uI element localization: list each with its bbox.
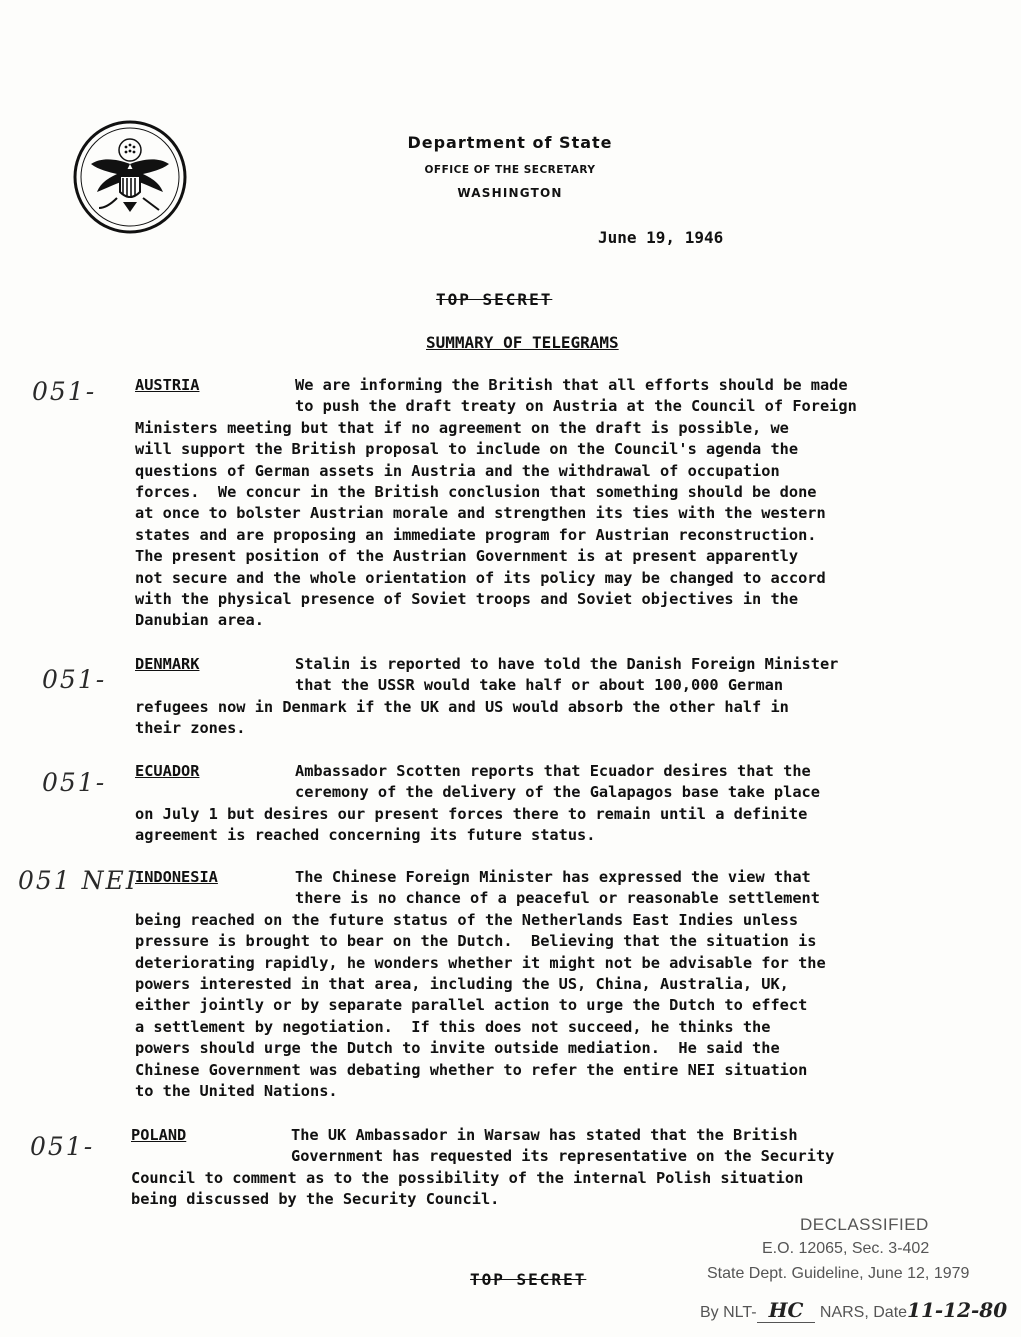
stamp-signature-line <box>700 1298 1007 1322</box>
entry-line: being discussed by the Security Council. <box>131 1190 500 1209</box>
document-title: SUMMARY OF TELEGRAMS <box>426 333 619 352</box>
entry-text: Stalin is reported to have told the Danish Foreign Minister <box>295 655 839 673</box>
telegram-entry <box>135 375 957 632</box>
entry-line: with the physical presence of Soviet troops and Soviet objectives in the <box>135 589 799 608</box>
entry-line: their zones. <box>135 719 246 738</box>
stamp-authority: E.O. 12065, Sec. 3-402 <box>762 1240 930 1257</box>
margin-note: 051 NEI <box>18 866 138 895</box>
entry-line: Council to comment as to the possibility of the internal Polish situation <box>131 1168 804 1187</box>
entry-line: being reached on the future status of the Netherlands East Indies unless <box>135 910 799 929</box>
entry-line: there is no chance of a peaceful or reasonable settlement <box>295 889 820 908</box>
city-name: WASHINGTON <box>457 186 563 200</box>
entry-line: at once to bolster Austrian morale and strengthen its ties with the western <box>135 504 826 523</box>
entry-line: Danubian area. <box>135 611 264 630</box>
entry-line: that the USSR would take half or about 100,000 German <box>295 676 784 695</box>
department-seal <box>73 120 187 234</box>
office-name: OFFICE OF THE SECRETARY <box>424 164 596 176</box>
telegram-entry <box>135 654 957 740</box>
entry-line: on July 1 but desires our present forces there to remain until a definite <box>135 804 808 823</box>
entry-line: Ministers meeting but that if no agreement on the draft is possible, we <box>135 418 789 437</box>
entry-line: states and are proposing an immediate program for Austrian reconstruction. <box>135 525 817 544</box>
margin-note: 051- <box>30 1132 95 1161</box>
margin-note: 051- <box>42 768 107 797</box>
entry-line: either jointly or by separate parallel action to urge the Dutch to effect <box>135 996 808 1015</box>
entry-line: agreement is reached concerning its future status. <box>135 826 596 845</box>
telegram-entry <box>135 867 957 1102</box>
telegram-entry <box>131 1125 953 1211</box>
document-date: June 19, 1946 <box>598 228 724 247</box>
entry-line: Government has requested its representative on the Security <box>291 1147 835 1166</box>
entry-line: ceremony of the delivery of the Galapagos base take place <box>295 783 820 802</box>
margin-note: 051- <box>32 377 97 406</box>
stamp-guideline: State Dept. Guideline, June 12, 1979 <box>707 1265 970 1282</box>
entry-line: will support the British proposal to include on the Council's agenda the <box>135 440 799 459</box>
country-name: INDONESIA <box>135 868 218 886</box>
stamp-by-label: By NLT- <box>700 1304 757 1321</box>
stamp-nars-label: NARS, Date <box>819 1304 908 1321</box>
declassified-stamp: DECLASSIFIED <box>800 1215 929 1234</box>
entry-line: powers interested in that area, including the US, China, Australia, UK, <box>135 974 789 993</box>
entry-line: not secure and the whole orientation of its policy may be changed to accord <box>135 568 826 587</box>
entry-line: pressure is brought to bear on the Dutch. Believing that the situation is <box>135 932 817 951</box>
country-name: AUSTRIA <box>135 376 200 394</box>
country-name: DENMARK <box>135 655 200 673</box>
stamp-date: 11-12-80 <box>907 1298 1008 1322</box>
entry-line: a settlement by negotiation. If this does not succeed, he thinks the <box>135 1017 771 1036</box>
entry-line: questions of German assets in Austria and the withdrawal of occupation <box>135 461 780 480</box>
entry-line: powers should urge the Dutch to invite outside mediation. He said the <box>135 1039 780 1058</box>
margin-note: 051- <box>42 665 107 694</box>
classification-bottom: TOP SECRET <box>470 1270 587 1289</box>
entry-line: forces. We concur in the British conclusion that something should be done <box>135 482 817 501</box>
entry-line: to the United Nations. <box>135 1081 338 1100</box>
entry-text: We are informing the British that all efforts should be made <box>295 376 848 394</box>
telegram-entry <box>135 761 957 847</box>
entry-line: The present position of the Austrian Government is at present apparently <box>135 547 799 566</box>
entry-text: The Chinese Foreign Minister has expressed the view that <box>295 868 811 886</box>
department-name: Department of State <box>407 133 613 152</box>
classification-top: TOP SECRET <box>436 290 553 309</box>
entry-line: Chinese Government was debating whether to refer the entire NEI situation <box>135 1060 808 1079</box>
entry-line: to push the draft treaty on Austria at the Council of Foreign <box>295 397 857 416</box>
entry-line: refugees now in Denmark if the UK and US would absorb the other half in <box>135 697 789 716</box>
entry-text: The UK Ambassador in Warsaw has stated that the British <box>291 1126 798 1144</box>
entry-line: deteriorating rapidly, he wonders whether it might not be advisable for the <box>135 953 826 972</box>
country-name: ECUADOR <box>135 762 200 780</box>
stamp-initials: HC <box>757 1298 816 1323</box>
country-name: POLAND <box>131 1126 187 1144</box>
entry-text: Ambassador Scotten reports that Ecuador desires that the <box>295 762 811 780</box>
